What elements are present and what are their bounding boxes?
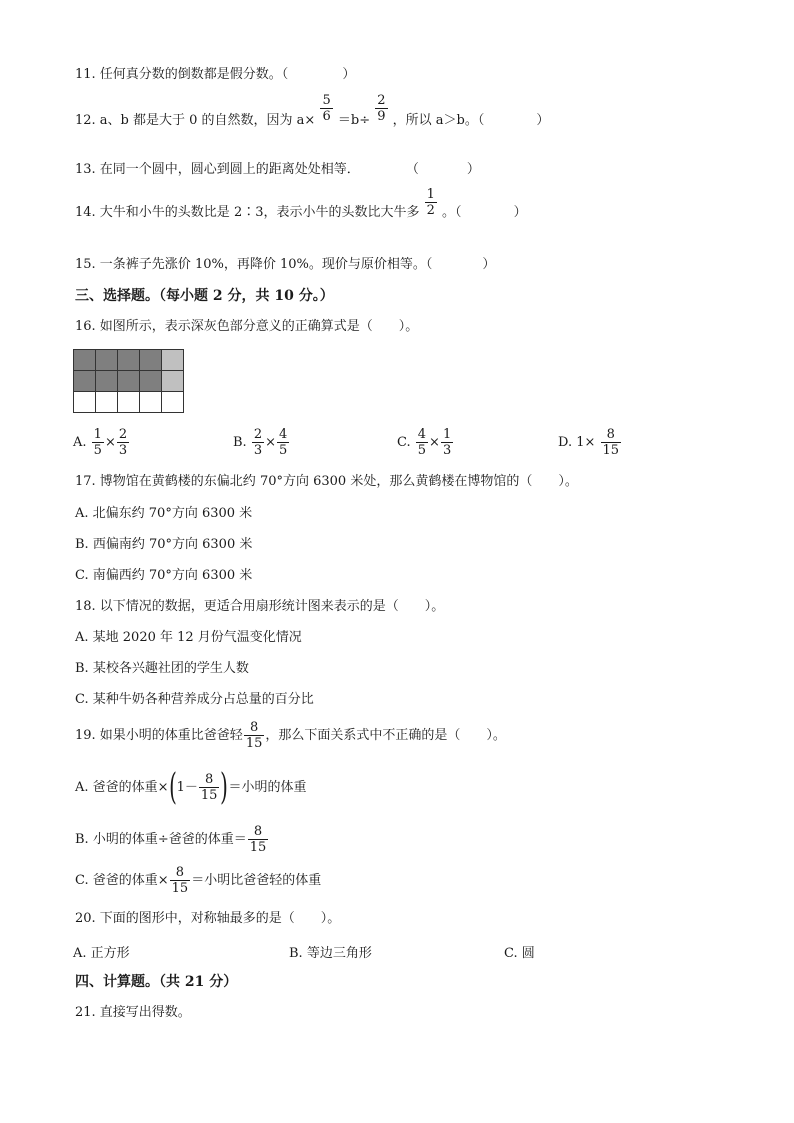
question-20: 20. 下面的图形中，对称轴最多的是（ ）。: [75, 911, 341, 926]
q17-option-c[interactable]: C. 南偏西约 70°方向 6300 米: [75, 568, 253, 583]
question-14: 14. 大牛和小牛的头数比是 2∶3，表示小牛的头数比大牛多 $\frac{1}{2}$ 。（ ）: [75, 187, 527, 220]
q16-option-c[interactable]: C. $\frac{4}{5}$ × $\frac{1}{3}$: [397, 427, 452, 458]
grid-cell-dark: [74, 371, 96, 392]
q17-option-a[interactable]: A. 北偏东约 70°方向 6300 米: [75, 506, 253, 521]
grid-cell-blank: [162, 392, 184, 413]
grid-cell-blank: [74, 392, 96, 413]
q20-option-c[interactable]: C. 圆: [504, 946, 535, 961]
q11-text: 11. 任何真分数的倒数都是假分数。（: [75, 67, 289, 82]
grid-cell-dark: [140, 350, 162, 371]
fraction: $\frac{8}{15}$: [602, 427, 620, 458]
fraction: $\frac{2}{3}$: [118, 427, 128, 458]
q16-option-d[interactable]: D. 1× $\frac{8}{15}$: [558, 427, 620, 458]
grid-cell-light: [162, 350, 184, 371]
right-paren: ): [220, 766, 229, 808]
question-19: 19. 如果小明的体重比爸爸轻 $\frac{8}{15}$ ，那么下面关系式中不正确的是（ ）。: [75, 720, 506, 751]
grid-cell-dark: [96, 350, 118, 371]
fraction: $\frac{8}{15}$: [245, 720, 263, 751]
section-3-heading: 三、选择题。（每小题 2 分，共 10 分。）: [75, 288, 334, 304]
q19-option-c[interactable]: C. 爸爸的体重× $\frac{8}{15}$ ＝小明比爸爸轻的体重: [75, 865, 322, 896]
grid-cell-dark: [140, 371, 162, 392]
q19-option-a[interactable]: A. 爸爸的体重×(1－ $\frac{8}{15}$ )＝小明的体重: [75, 766, 307, 808]
grid-cell-dark: [118, 371, 140, 392]
grid-cell-dark: [74, 350, 96, 371]
question-11: 11. 任何真分数的倒数都是假分数。（ ）: [75, 67, 356, 82]
grid-cell-dark: [118, 350, 140, 371]
q18-option-a[interactable]: A. 某地 2020 年 12 月份气温变化情况: [75, 630, 302, 645]
question-13: 13. 在同一个圆中，圆心到圆上的距离处处相等． （ ）: [75, 162, 480, 177]
fraction: $\frac{8}{15}$: [171, 865, 189, 896]
section-4-heading: 四、计算题。（共 21 分）: [75, 974, 238, 990]
question-17: 17. 博物馆在黄鹤楼的东偏北约 70°方向 6300 米处，那么黄鹤楼在博物馆的（ ）。: [75, 474, 578, 489]
grid-cell-blank: [140, 392, 162, 413]
fraction: $\frac{1}{3}$: [442, 427, 452, 458]
fraction: $\frac{4}{5}$: [279, 427, 288, 458]
q19-option-b[interactable]: B. 小明的体重÷爸爸的体重＝ $\frac{8}{15}$: [75, 824, 267, 855]
q16-option-a[interactable]: A. $\frac{1}{5}$ × $\frac{2}{3}$: [73, 427, 128, 458]
fraction-grid-figure: [73, 349, 184, 413]
fraction: $\frac{4}{5}$: [417, 427, 427, 458]
q20-option-a[interactable]: A. 正方形: [73, 946, 130, 961]
fraction: $\frac{5}{6}$: [322, 93, 331, 124]
question-18: 18. 以下情况的数据，更适合用扇形统计图来表示的是（ ）。: [75, 599, 445, 614]
grid-cell-dark: [96, 371, 118, 392]
q18-option-c[interactable]: C. 某种牛奶各种营养成分占总量的百分比: [75, 692, 314, 707]
fraction: $\frac{1}{5}$: [93, 427, 102, 458]
q17-option-b[interactable]: B. 西偏南约 70°方向 6300 米: [75, 537, 253, 552]
grid-cell-blank: [118, 392, 140, 413]
q16-option-b[interactable]: B. $\frac{2}{3}$ × $\frac{4}{5}$: [233, 427, 288, 458]
fraction: $\frac{2}{9}$: [377, 93, 386, 124]
grid-cell-blank: [96, 392, 118, 413]
question-15: 15. 一条裤子先涨价 10%，再降价 10%。现价与原价相等。（ ）: [75, 257, 496, 272]
left-paren: (: [168, 766, 177, 808]
q20-option-b[interactable]: B. 等边三角形: [289, 946, 372, 961]
question-12: 12. a、b 都是大于 0 的自然数，因为 a× $\frac{5}{6}$ ＝b÷ $\frac{2}{9}$ ，所以 a＞b。（ ）: [75, 93, 550, 128]
question-16: 16. 如图所示，表示深灰色部分意义的正确算式是（ ）。: [75, 319, 419, 334]
fraction: $\frac{2}{3}$: [253, 427, 263, 458]
fraction: $\frac{1}{2}$: [426, 187, 435, 218]
q18-option-b[interactable]: B. 某校各兴趣社团的学生人数: [75, 661, 249, 676]
fraction: $\frac{8}{15}$: [249, 824, 267, 855]
question-21: 21. 直接写出得数。: [75, 1005, 191, 1020]
grid-cell-light: [162, 371, 184, 392]
fraction: $\frac{8}{15}$: [200, 772, 218, 803]
